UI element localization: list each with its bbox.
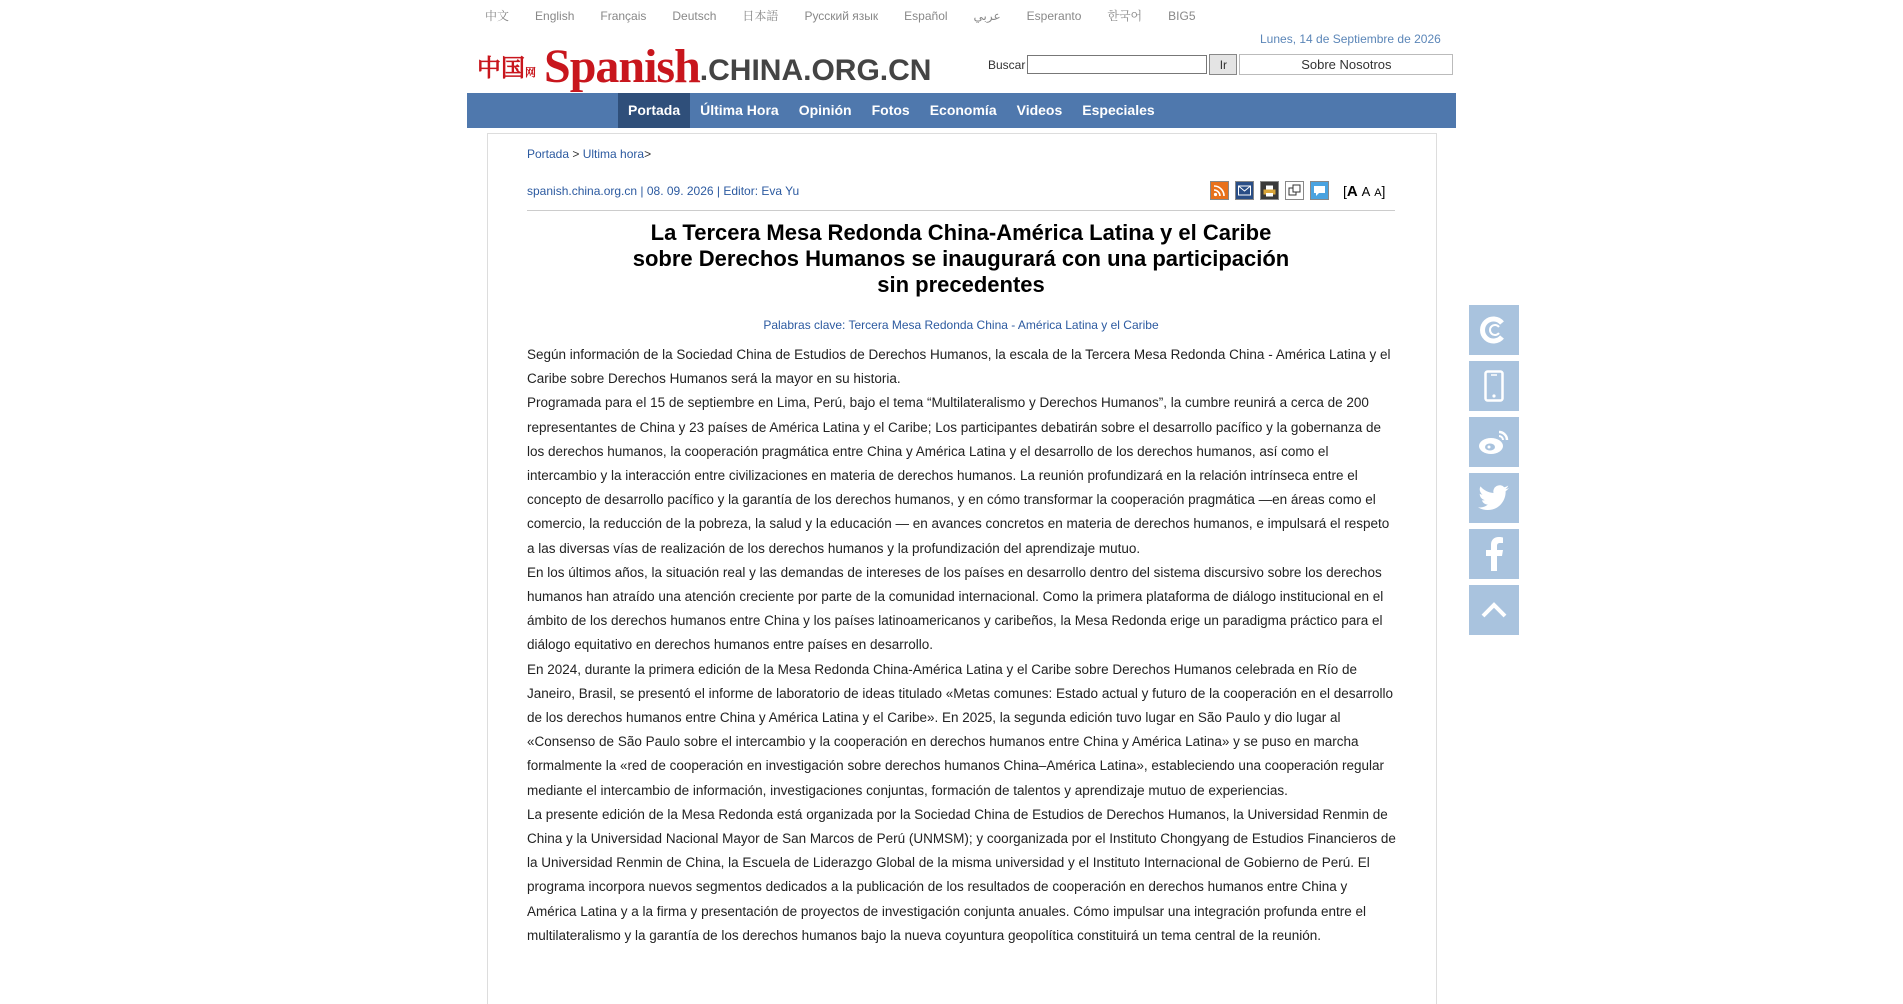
lang-link-chinese[interactable]: 中文 (485, 9, 510, 23)
nav-item-economia[interactable]: Economía (929, 102, 997, 118)
email-icon[interactable] (1235, 181, 1254, 200)
font-size-small[interactable]: A (1374, 187, 1382, 199)
mobile-icon[interactable] (1469, 361, 1519, 411)
logo-cn-text: 中国 (477, 53, 525, 82)
about-us-link[interactable]: Sobre Nosotros (1239, 54, 1453, 75)
twitter-icon[interactable] (1469, 473, 1519, 523)
font-size-controls (1343, 183, 1385, 200)
lang-link-russian[interactable]: Русский язык (804, 9, 879, 23)
nav-item-videos[interactable]: Videos (1016, 102, 1063, 118)
current-date: Lunes, 14 de Septiembre de 2026 (1260, 32, 1441, 46)
lang-link-english[interactable]: English (535, 9, 575, 23)
lang-link-big5[interactable]: BIG5 (1168, 9, 1196, 23)
rss-icon[interactable] (1210, 181, 1229, 200)
breadcrumb-sep: > (569, 147, 583, 161)
nav-item-ultima-hora[interactable]: Última Hora (700, 102, 779, 118)
lang-link-esperanto[interactable]: Esperanto (1026, 9, 1082, 23)
article-tools (1210, 181, 1329, 200)
search-button[interactable]: Ir (1209, 54, 1237, 75)
search-label: Buscar (988, 57, 1026, 72)
article-paragraph: La presente edición de la Mesa Redonda está organizada por la Sociedad China de Estudios de Derechos Humanos, la Universidad Renmin de China y la Universidad Nacional Mayor de San Marcos de Perú (UNMSM); y coorganizada por el Instituto Chongyang de Estudios Financieros de la Universidad Renmin de China, la Escuela de Liderazgo Global de la misma universidad y el Instituto Internacional de Gobierno de Perú. El programa incorpora nuevos segmentos dedicados a la publicación de los resultados de cooperación en derechos humanos entre China y América Latina y a la firma y presentación de proyectos de investigación conjunta anuales. Cómo impulsar una integración profunda entre el multilateralismo y la garantía de los derechos humanos bajo la nueva coyuntura geopolítica constituirá un tema central de la reunión. (527, 806, 1396, 943)
back-to-top-icon[interactable] (1469, 585, 1519, 635)
title-line: La Tercera Mesa Redonda China-América Latina y el Caribe (650, 220, 1272, 245)
nav-item-fotos[interactable]: Fotos (871, 102, 910, 118)
article-keywords[interactable]: Palabras clave: Tercera Mesa Redonda China - América Latina y el Caribe (763, 318, 1159, 332)
breadcrumb-home[interactable]: Portada (527, 147, 570, 161)
article-paragraph: Programada para el 15 de septiembre en Lima, Perú, bajo el tema “Multilateralismo y Derechos Humanos”, la cumbre reunirá a cerca de 200 representantes de China y 23 países de América Latina y el Caribe; Los participantes debatirán sobre el desarrollo pacífico y la gobernanza de los derechos humanos, la cooperación pragmática entre China y América Latina y el desarrollo de los derechos humanos, así como el intercambio y la interacción entre civilizaciones en materia de derechos humanos. La reunión profundizará en la relación intrínseca entre el concepto de desarrollo pacífico y la garantía de los derechos humanos, y en cómo transformar la cooperación pragmática —en áreas como el comercio, la reducción de la pobreza, la salud y la educación — en avances concretos en materia de derechos humanos, e impulsará el respeto a las diversas vías de realización de los derechos humanos y la profundización del aprendizaje mutuo. (527, 395, 1390, 556)
logo-domain: .CHINA.ORG.CN (699, 54, 932, 87)
logo-spanish: Spanish (544, 40, 700, 93)
nav-item-especiales[interactable]: Especiales (1082, 102, 1155, 118)
article-paragraph: Según información de la Sociedad China de Estudios de Derechos Humanos, la escala de la Tercera Mesa Redonda China - América Latina y el Caribe sobre Derechos Humanos será la mayor en su historia. (527, 347, 1391, 387)
social-share-bar (1469, 305, 1519, 641)
article-body (527, 343, 1397, 948)
breadcrumb-sep-end: > (644, 147, 652, 161)
comment-icon[interactable] (1310, 181, 1329, 200)
article-meta: spanish.china.org.cn | 08. 09. 2026 | Editor: Eva Yu (527, 184, 800, 198)
site-logo[interactable] (477, 40, 932, 93)
font-bracket-open: [ (1343, 183, 1347, 199)
lang-link-german[interactable]: Deutsch (672, 9, 717, 23)
title-line: sin precedentes (877, 272, 1045, 297)
logo-cn-small: 网 (525, 66, 536, 79)
weibo-icon[interactable] (1469, 417, 1519, 467)
breadcrumb (527, 147, 651, 161)
article-title (527, 220, 1395, 298)
title-line: sobre Derechos Humanos se inaugurará con una participación (632, 246, 1290, 271)
font-bracket-close: ] (1381, 183, 1386, 199)
main-nav (467, 93, 1456, 128)
lang-link-korean[interactable]: 한국어 (1107, 9, 1143, 23)
font-size-large[interactable]: A (1346, 183, 1358, 200)
article-paragraph: En 2024, durante la primera edición de la Mesa Redonda China-América Latina y el Caribe sobre Derechos Humanos celebrada en Río de Janeiro, Brasil, se presentó el informe de laboratorio de ideas titulado «Metas comunes: Estado actual y futuro de la cooperación en el desarrollo de los derechos humanos entre China y América Latina y el Caribe». En 2025, la segunda edición tuvo lugar en São Paulo y dio lugar al «Consenso de São Paulo sobre el intercambio y la cooperación en derechos humanos entre China y América Latina» y se puso en marcha formalmente la «red de cooperación en investigación sobre derechos humanos China–América Latina», estableciendo una cooperación regular mediante el intercambio de información, investigaciones conjuntas, formación de talentos y aprendizaje mutuo de experiencias. (527, 661, 1393, 798)
font-size-medium[interactable]: A (1361, 184, 1371, 199)
facebook-icon[interactable] (1469, 529, 1519, 579)
search-bar (988, 54, 1453, 75)
print-icon[interactable] (1260, 181, 1279, 200)
cntv-icon[interactable] (1469, 305, 1519, 355)
lang-link-spanish[interactable]: Español (904, 9, 948, 23)
language-bar (485, 6, 1222, 26)
nav-item-opinion[interactable]: Opinión (798, 102, 852, 118)
divider (527, 210, 1395, 211)
article-paragraph: En los últimos años, la situación real y las demandas de intereses de los países en desarrollo dentro del sistema discursivo sobre los derechos humanos han atraído una atención creciente por parte de la comunidad internacional. Como la primera plataforma de diálogo institucional en el ámbito de los derechos humanos entre China y los países latinoamericanos y caribeños, la Mesa Redonda erige un paradigma práctico para el diálogo equitativo en derechos humanos entre países en desarrollo. (527, 564, 1384, 653)
china-org-logo-mark (477, 51, 536, 90)
breadcrumb-section[interactable]: Ultima hora (582, 147, 645, 161)
copy-icon[interactable] (1285, 181, 1304, 200)
search-input[interactable] (1027, 55, 1207, 74)
lang-link-japanese[interactable]: 日本語 (742, 9, 779, 23)
nav-item-portada[interactable]: Portada (618, 93, 690, 128)
lang-link-french[interactable]: Français (600, 9, 647, 23)
lang-link-arabic[interactable]: عربي (973, 9, 1001, 23)
